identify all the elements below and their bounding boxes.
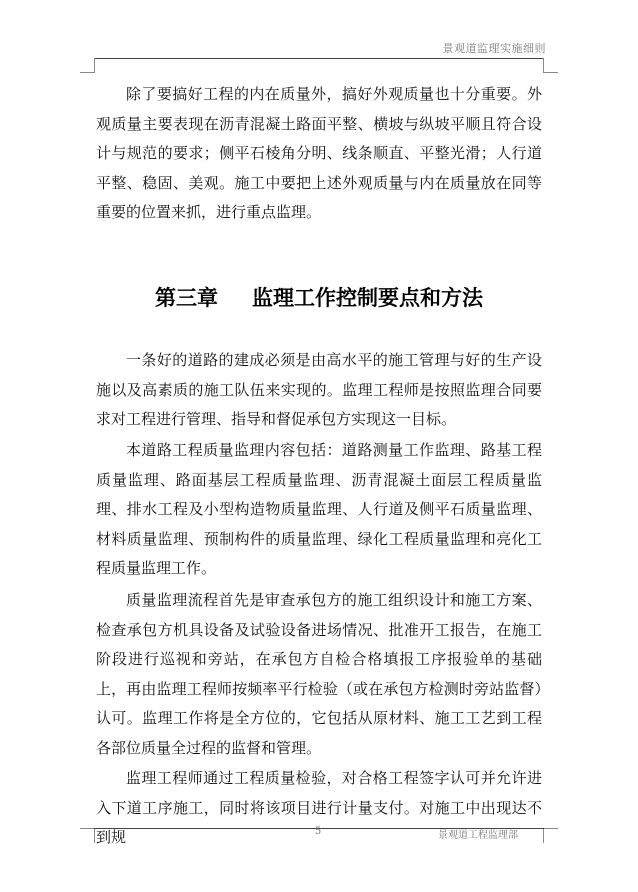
running-footer: 景观道工程监理部 [438, 830, 518, 841]
chapter-title: 监理工作控制要点和方法 [252, 285, 483, 310]
crop-mark-top-right [543, 58, 558, 73]
running-header: 景观道监理实施细则 [442, 42, 546, 55]
page-number: 5 [314, 826, 322, 837]
body-paragraph-3: 本道路工程质量监理内容包括：道路测量工作监理、路基工程质量监理、路面基层工程质量监理、沥青混凝土面层工程质量监理、排水工程及小型构造物质量监理、人行道及侧平石质量监理、材料质量监理、预制构件的质量监理、绿化工程质量监理和亮化工程质量监理工作。 [96, 441, 542, 577]
body-paragraph-1: 除了要搞好工程的内在质量外，搞好外观质量也十分重要。外观质量主要表现在沥青混凝土路面平整、横坡与纵坡平顺且符合设计与规范的要求；侧平石棱角分明、线条顺直、平整光滑；人行道平整、稳固、美观。施工中要把上述外观质量与内在质量放在同等重要的位置来抓，进行重点监理。 [96, 85, 542, 221]
body-paragraph-4: 质量监理流程首先是审查承包方的施工组织设计和施工方案、检查承包方机具设备及试验设备进场情况、批准开工报告，在施工阶段进行巡视和旁站，在承包方自检合格填报工序报验单的基础上，再由监理工程师按频率平行检验（或在承包方检测时旁站监督）认可。监理工作将是全方位的，它包括从原材料、施工工艺到工程各部位质量全过程的监督和管理。 [96, 591, 542, 757]
body-paragraph-5: 监理工程师通过工程质量检验，对合格工程签字认可并允许进入下道工序施工，同时将该项目进行计量支付。对施工中出现达不到规 [96, 769, 542, 846]
body-paragraph-2: 一条好的道路的建成必须是由高水平的施工管理与好的生产设施以及高素质的施工队伍来实现的。监理工程师是按照监理合同要求对工程进行管理、指导和督促承包方实现这一目标。 [96, 351, 542, 428]
chapter-heading [96, 282, 542, 312]
crop-mark-bottom-right [543, 828, 558, 843]
crop-mark-top-left [80, 58, 95, 73]
crop-mark-bottom-left [80, 828, 95, 843]
header-rule [94, 58, 544, 59]
chapter-number: 第三章 [155, 285, 218, 310]
